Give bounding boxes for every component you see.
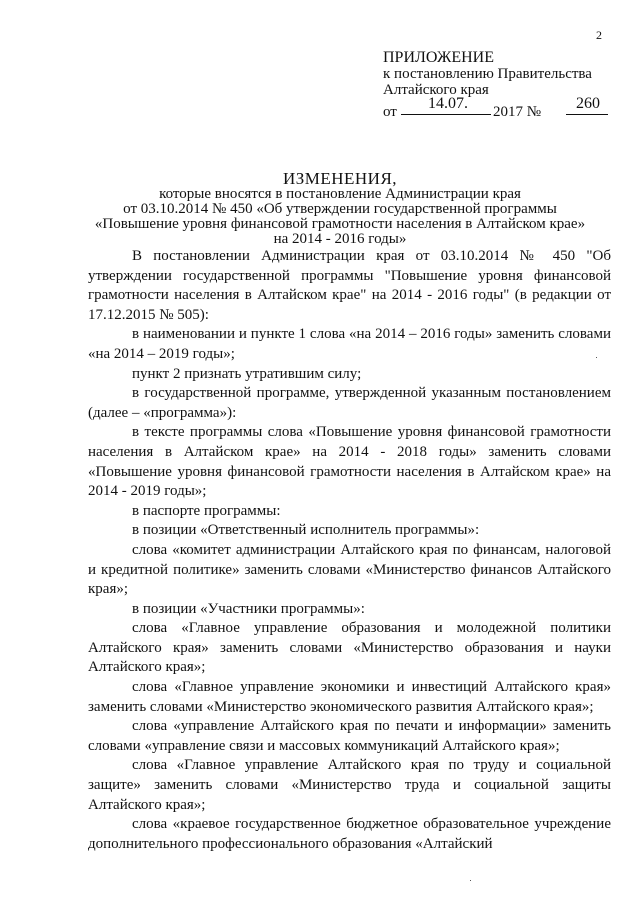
date-underline (401, 114, 491, 115)
paragraph: слова «комитет администрации Алтайского края по финансам, налоговой и кредитной политике» заменить словами «Министерство финансов Алтайского края»; (88, 541, 611, 598)
paragraph: слова «Главное управление образования и молодежной политики Алтайского края» заменить словами «Министерство образования и науки Алтайского края»; (88, 620, 611, 676)
paragraph: слова «Главное управление Алтайского края по труду и социальной защите» заменить словами «Министерство труда и социальной защиты Алтайского края»; (88, 757, 611, 813)
appendix-date-line (383, 95, 600, 122)
heading-line-1: которые вносятся в постановление Администрации края (159, 186, 521, 202)
appendix-block (383, 49, 600, 122)
paragraph: в позиции «Участники программы»: (132, 600, 365, 617)
number-value: 260 (576, 95, 600, 112)
document-heading (80, 170, 600, 247)
paragraph: в паспорте программы: (132, 502, 281, 519)
date-value: 14.07. (428, 95, 468, 112)
paragraph: в наименовании и пункте 1 слова «на 2014 – 2016 годы» заменить словами «на 2014 – 2019 годы»; (88, 326, 611, 362)
appendix-title: ПРИЛОЖЕНИЕ (383, 49, 495, 66)
document-body (88, 247, 611, 854)
number-underline (566, 114, 608, 115)
heading-line-4: на 2014 - 2016 годы» (273, 231, 407, 247)
paragraph: слова «Главное управление экономики и инвестиций Алтайского края» заменить словами «Министерство экономического развития Алтайского края»; (88, 679, 611, 715)
paragraph: в государственной программе, утвержденной указанным постановлением (далее – «программа»): (88, 385, 611, 421)
page-number: 2 (596, 28, 602, 42)
heading-line-2: от 03.10.2014 № 450 «Об утверждении государственной программы (123, 201, 557, 217)
paragraph: В постановлении Администрации края от 03.10.2014 № 450 "Об утверждении государственной программы "Повышение уровня финансовой грамотности населения в Алтайском крае" на 2014 - 2016 годы" (в редакции от 17.12.2015 № 505): (88, 248, 611, 323)
paragraph: в тексте программы слова «Повышение уровня финансовой грамотности населения в Алтайском крае» на 2014 - 2018 годы» заменить словами «Повышение уровня финансовой грамотности населения в Алтайском крае» на 2014 - 2019 годы»; (88, 424, 611, 500)
heading-title: ИЗМЕНЕНИЯ, (282, 169, 398, 188)
from-label: от (383, 104, 397, 120)
scan-speck (596, 357, 597, 358)
paragraph: слова «краевое государственное бюджетное образовательное учреждение дополнительного профессионального образования «Алтайский (88, 816, 611, 852)
paragraph: пункт 2 признать утратившим силу; (132, 365, 362, 382)
heading-line-3: «Повышение уровня финансовой грамотности населения в Алтайском крае» (94, 216, 586, 232)
appendix-line-2: Алтайского края (383, 82, 489, 98)
scan-speck (470, 880, 471, 881)
appendix-line-1: к постановлению Правительства (383, 66, 592, 82)
year-label: 2017 № (493, 104, 542, 120)
paragraph: в позиции «Ответственный исполнитель программы»: (132, 522, 480, 539)
paragraph: слова «управление Алтайского края по печати и информации» заменить словами «управление связи и массовых коммуникаций Алтайского края»; (88, 718, 611, 754)
